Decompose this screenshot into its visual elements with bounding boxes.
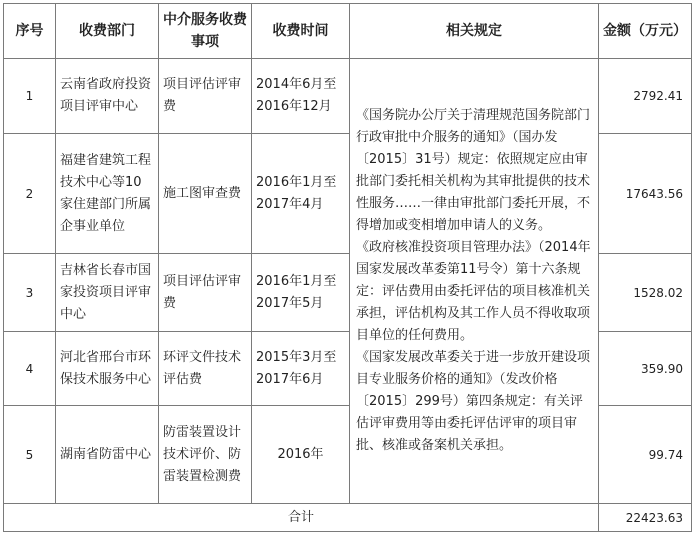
row-item: 环评文件技术评估费 bbox=[159, 332, 252, 406]
row-dept: 湖南省防雷中心 bbox=[56, 406, 159, 504]
row-seq: 5 bbox=[4, 406, 56, 504]
header-item: 中介服务收费事项 bbox=[159, 4, 252, 59]
header-amount: 金额（万元） bbox=[599, 4, 692, 59]
row-seq: 2 bbox=[4, 134, 56, 254]
rules-cell bbox=[350, 59, 599, 504]
table-row bbox=[4, 59, 692, 134]
row-dept: 河北省邢台市环保技术服务中心 bbox=[56, 332, 159, 406]
row-seq: 3 bbox=[4, 254, 56, 332]
row-amount: 1528.02 bbox=[599, 254, 692, 332]
header-rules: 相关规定 bbox=[350, 4, 599, 59]
total-label: 合计 bbox=[4, 504, 599, 532]
header-dept: 收费部门 bbox=[56, 4, 159, 59]
row-time: 2014年6月至2016年12月 bbox=[252, 59, 350, 134]
row-time: 2016年1月至2017年4月 bbox=[252, 134, 350, 254]
row-dept: 吉林省长春市国家投资项目评审中心 bbox=[56, 254, 159, 332]
rule-text: 《国务院办公厅关于清理规范国务院部门行政审批中介服务的通知》（国办发〔2015〕31号）规定：依照规定应由审批部门委托相关机构为其审批提供的技术性服务……一律由审批部门委托开展，不得增加或变相增加申请人的义务。 bbox=[356, 108, 591, 233]
row-item: 防雷装置设计技术评价、防雷装置检测费 bbox=[159, 406, 252, 504]
row-item: 施工图审查费 bbox=[159, 134, 252, 254]
rule-text: 《国家发展改革委关于进一步放开建设项目专业服务价格的通知》（发改价格〔2015〕299号）第四条规定：有关评估评审费用等由委托评估评审的项目审批、核准或备案机关承担。 bbox=[356, 350, 591, 453]
total-row bbox=[4, 504, 692, 532]
rule-text: 《政府核准投资项目管理办法》（2014年国家发展改革委第11号令）第十六条规定：评估费用由委托评估的项目核准机关承担，评估机构及其工作人员不得收取项目单位的任何费用。 bbox=[356, 240, 591, 343]
row-time: 2015年3月至2017年6月 bbox=[252, 332, 350, 406]
row-dept: 云南省政府投资项目评审中心 bbox=[56, 59, 159, 134]
header-seq: 序号 bbox=[4, 4, 56, 59]
row-seq: 1 bbox=[4, 59, 56, 134]
row-item: 项目评估评审费 bbox=[159, 59, 252, 134]
row-amount: 359.90 bbox=[599, 332, 692, 406]
row-time: 2016年 bbox=[252, 406, 350, 504]
row-amount: 17643.56 bbox=[599, 134, 692, 254]
row-amount: 2792.41 bbox=[599, 59, 692, 134]
row-time: 2016年1月至2017年5月 bbox=[252, 254, 350, 332]
row-dept: 福建省建筑工程技术中心等10家住建部门所属企事业单位 bbox=[56, 134, 159, 254]
row-amount: 99.74 bbox=[599, 406, 692, 504]
header-row bbox=[4, 4, 692, 59]
header-time: 收费时间 bbox=[252, 4, 350, 59]
row-seq: 4 bbox=[4, 332, 56, 406]
audit-fee-table bbox=[3, 3, 692, 532]
total-amount: 22423.63 bbox=[599, 504, 692, 532]
row-item: 项目评估评审费 bbox=[159, 254, 252, 332]
